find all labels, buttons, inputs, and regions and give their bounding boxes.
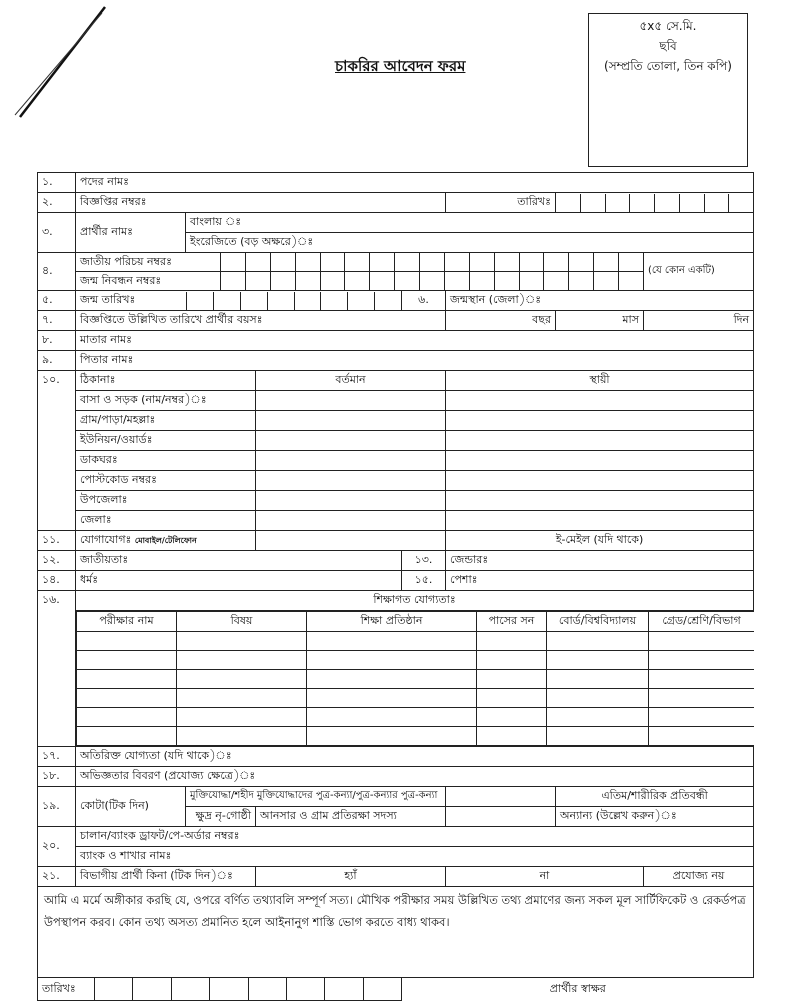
experience-label: অভিজ্ঞতার বিবরণ (প্রযোজ্য ক্ষেত্রে)ঃ [80,769,256,782]
edu-cell[interactable] [177,651,307,670]
age-year-field[interactable] [446,311,556,331]
row-experience [38,767,754,787]
edu-cell[interactable] [177,708,307,727]
edu-col-header: গ্রেড/শ্রেণি/বিভাগ [649,612,754,632]
row-religion [38,571,754,591]
address-field-label: ইউনিয়ন/ওয়ার্ডঃ [76,431,256,451]
row-footer [38,978,754,1001]
edu-cell[interactable] [547,651,649,670]
education-container [76,611,754,747]
birthplace-field[interactable] [446,291,754,311]
birth-date-label: জন্ম তারিখঃ [80,293,136,306]
row-number: ১৪. [38,571,76,591]
row-nationality [38,551,754,571]
present-address-input[interactable] [256,451,446,471]
education-label: শিক্ষাগত যোগ্যতাঃ [76,591,754,611]
edu-cell[interactable] [307,632,477,651]
name-english-field[interactable] [186,233,754,253]
edu-cell[interactable] [77,708,177,727]
edu-cell[interactable] [307,708,477,727]
pen-stroke-mark [10,5,110,120]
departmental-no[interactable]: না [446,867,644,887]
email-field[interactable] [446,531,754,551]
mother-name-label: মাতার নামঃ [80,333,133,346]
edu-col-header: বোর্ড/বিশ্ববিদ্যালয় [547,612,649,632]
present-address-input[interactable] [256,491,446,511]
quota-ansar-tick[interactable] [446,807,556,827]
address-field-label: বাসা ও সড়ক (নাম/নম্বর)ঃ [76,391,256,411]
row-declaration [38,887,754,978]
quota-orphan[interactable]: এতিম/শারীরিক প্রতিবন্ধী [556,787,754,807]
post-name-label: পদের নামঃ [80,175,129,188]
edu-col-header: পাসের সন [477,612,547,632]
edu-col-header: বিষয় [177,612,307,632]
edu-cell[interactable] [547,632,649,651]
address-field-label: ডাকঘরঃ [76,451,256,471]
email-label: ই-মেইল (যদি থাকে) [555,533,644,546]
edu-cell[interactable] [307,670,477,689]
address-row [38,451,754,471]
row-address-header [38,371,754,391]
row-quota-1 [38,787,754,807]
row-education-title [38,591,754,611]
row-name-bangla [38,213,754,233]
row-departmental [38,867,754,887]
permanent-address-input[interactable] [446,391,754,411]
gender-field[interactable] [446,551,754,571]
mother-name-field[interactable] [76,331,754,351]
father-name-label: পিতার নামঃ [80,353,134,366]
address-field-label: গ্রাম/পাড়া/মহল্লাঃ [76,411,256,431]
application-form-table [37,172,754,1001]
nationality-field[interactable] [76,551,402,571]
signature-field[interactable] [402,978,754,1001]
occupation-field[interactable] [446,571,754,591]
row-nid [38,253,754,272]
photo-box[interactable] [588,13,748,167]
age-label: বিজ্ঞপ্তিতে উল্লিখিত তারিখে প্রার্থীর বয়সঃ [76,311,446,331]
departmental-label: বিভাগীয় প্রার্থী কিনা (টিক দিন)ঃ [76,867,256,887]
education-row [77,632,754,651]
row-contact [38,531,754,551]
quota-freedom-fighter[interactable]: মুক্তিযোদ্ধা/শহীদ মুক্তিযোদ্ধাদের পুত্র-কন্যা/পুত্র-কন্যার পুত্র-কন্যা [186,787,446,807]
contact-label-cell [76,531,256,551]
edu-cell[interactable] [547,708,649,727]
quota-ansar[interactable]: আনসার ও গ্রাম প্রতিরক্ষা সদস্য [256,807,446,827]
row-circular [38,193,754,213]
row-number: ১২. [38,551,76,571]
row-number: ৬. [402,291,446,311]
circular-number-label: বিজ্ঞপ্তির নম্বরঃ [80,195,147,208]
footer-date-field[interactable] [38,978,402,1001]
departmental-na[interactable]: প্রযোজ্য নয় [644,867,754,887]
education-row [77,708,754,727]
row-number: ১৮. [38,767,76,787]
present-address-input[interactable] [256,411,446,431]
age-year-label: বছর [532,313,551,326]
circular-number-field[interactable] [76,193,446,213]
address-row [38,471,754,491]
edu-cell[interactable] [307,727,477,746]
row-age [38,311,754,331]
edu-cell[interactable] [307,689,477,708]
row-number: ৭. [38,311,76,331]
edu-cell[interactable] [477,670,547,689]
edu-cell[interactable] [307,651,477,670]
row-number: ৩. [38,213,76,253]
edu-cell[interactable] [177,632,307,651]
row-number: ৪. [38,253,76,291]
edu-col-header: পরীক্ষার নাম [77,612,177,632]
row-father [38,351,754,371]
address-field-label: পোস্টকোড নম্বরঃ [76,471,256,491]
permanent-address-input[interactable] [446,491,754,511]
address-row [38,411,754,431]
row-number: ১৯. [38,787,76,827]
permanent-address-header: স্থায়ী [446,371,754,391]
education-table [76,611,754,746]
present-address-input[interactable] [256,431,446,451]
edu-cell[interactable] [77,670,177,689]
edu-cell[interactable] [649,689,754,708]
photo-size: ৫x৫ সে.মি. [639,19,697,33]
bank-field[interactable] [76,847,754,867]
challan-field[interactable] [76,827,754,847]
education-row [77,727,754,746]
birth-reg-field[interactable] [76,272,644,291]
photo-note: (সম্প্রতি তোলা, তিন কপি) [604,59,732,74]
row-birth-date [38,291,754,311]
post-name-field[interactable] [76,173,754,193]
address-field-label: উপজেলাঃ [76,491,256,511]
gender-label: জেন্ডারঃ [450,553,489,566]
edu-cell[interactable] [77,651,177,670]
row-post-name [38,173,754,193]
father-name-field[interactable] [76,351,754,371]
edu-cell[interactable] [477,727,547,746]
edu-cell[interactable] [77,689,177,708]
address-field-label: জেলাঃ [76,511,256,531]
footer-date-label: তারিখঃ [42,981,76,995]
birth-reg-label: জন্ম নিবন্ধন নম্বরঃ [80,273,162,287]
row-number: ৫. [38,291,76,311]
extra-qualification-field[interactable] [76,747,754,767]
phone-field[interactable] [256,531,446,551]
applicant-name-label: প্রার্থীর নামঃ [76,213,186,253]
circular-date-field[interactable] [556,193,754,213]
edu-cell[interactable] [547,727,649,746]
challan-label: চালান/ব্যাংক ড্রাফট/পে-অর্ডার নম্বরঃ [80,829,240,842]
row-number: ১৭. [38,747,76,767]
nid-note: (যে কোন একটি) [644,253,754,291]
edu-cell[interactable] [649,708,754,727]
edu-cell[interactable] [177,689,307,708]
bank-label: ব্যাংক ও শাখার নামঃ [80,849,172,862]
address-row [38,431,754,451]
row-extra-qualification [38,747,754,767]
address-row [38,391,754,411]
name-english-label: ইংরেজিতে (বড় অক্ষরে)ঃ [190,235,314,248]
permanent-address-input[interactable] [446,451,754,471]
edu-cell[interactable] [177,670,307,689]
quota-label: কোটা(টিক দিন) [76,787,186,827]
signature-label: প্রার্থীর স্বাক্ষর [549,981,606,995]
quota-ethnic[interactable]: ক্ষুদ্র নৃ-গোষ্ঠী [186,807,256,827]
name-bangla-label: বাংলায় ঃ [190,215,242,228]
education-row [77,689,754,708]
row-number: ১৬. [38,591,76,747]
present-address-header: বর্তমান [256,371,446,391]
row-number: ২০. [38,827,76,867]
quota-freedom-tick[interactable] [446,787,556,807]
edu-cell[interactable] [177,727,307,746]
edu-cell[interactable] [547,689,649,708]
religion-label: ধর্মঃ [80,573,99,586]
extra-qualification-label: অতিরিক্ত যোগ্যতা (যদি থাকে)ঃ [80,749,232,762]
edu-cell[interactable] [649,632,754,651]
occupation-label: পেশাঃ [450,573,478,586]
phone-label: মোবাইল/টেলিফোন [134,536,197,545]
edu-cell[interactable] [477,689,547,708]
circular-date-label: তারিখঃ [446,193,556,213]
edu-cell[interactable] [77,632,177,651]
row-number: ১০. [38,371,76,531]
religion-field[interactable] [76,571,402,591]
education-row [77,670,754,689]
nid-field[interactable] [76,253,644,272]
present-address-input[interactable] [256,391,446,411]
nid-label: জাতীয় পরিচয় নম্বরঃ [80,254,172,268]
edu-cell[interactable] [547,670,649,689]
permanent-address-input[interactable] [446,411,754,431]
edu-cell[interactable] [649,670,754,689]
row-number: ১৩. [402,551,446,571]
row-number: ২১. [38,867,76,887]
address-row [38,491,754,511]
row-number: ১৫. [402,571,446,591]
quota-other[interactable]: অন্যান্য (উল্লেখ করুন)ঃ [556,807,754,827]
contact-label: যোগাযোগঃ [80,533,132,546]
edu-cell[interactable] [477,708,547,727]
declaration-text: আমি এ মর্মে অঙ্গীকার করছি যে, ওপরে বর্ণিত তথ্যাবলি সম্পূর্ণ সত্য। মৌখিক পরীক্ষার সময় উল্লিখিত তথ্য প্রমাণের জন্য সকল মূল সার্টিফিকেট ও রেকর্ডপত্র উপস্থাপন করব। কোন তথ্য অসত্য প্রমানিত হলে আইনানুগ শাস্তি ভোগ করতে বাধ্য থাকব। [38,887,754,978]
row-bank [38,847,754,867]
age-month-label: মাস [622,313,639,326]
birthplace-label: জন্মস্থান (জেলা)ঃ [450,293,542,306]
age-day-label: দিন [733,313,750,326]
edu-cell[interactable] [649,727,754,746]
photo-label: ছবি [659,39,677,54]
address-row [38,511,754,531]
age-month-field[interactable] [556,311,644,331]
edu-cell[interactable] [477,651,547,670]
age-day-field[interactable] [644,311,754,331]
edu-cell[interactable] [649,651,754,670]
form-title: চাকরির আবেদন ফরম [335,57,466,75]
education-row [77,651,754,670]
row-number: ৮. [38,331,76,351]
edu-col-header: শিক্ষা প্রতিষ্ঠান [307,612,477,632]
row-number: ১১. [38,531,76,551]
permanent-address-input[interactable] [446,471,754,491]
departmental-yes[interactable]: হ্যাঁ [256,867,446,887]
permanent-address-input[interactable] [446,431,754,451]
address-label: ঠিকানাঃ [76,371,256,391]
present-address-input[interactable] [256,471,446,491]
row-number: ৯. [38,351,76,371]
row-education-table [38,611,754,747]
row-challan [38,827,754,847]
row-number: ২. [38,193,76,213]
permanent-address-input[interactable] [446,511,754,531]
nationality-label: জাতীয়তাঃ [80,553,129,566]
birth-date-field[interactable] [76,291,402,311]
edu-cell[interactable] [477,632,547,651]
edu-cell[interactable] [77,727,177,746]
experience-field[interactable] [76,767,754,787]
name-bangla-field[interactable] [186,213,754,233]
education-header-row [77,612,754,632]
present-address-input[interactable] [256,511,446,531]
row-mother [38,331,754,351]
row-number: ১. [38,173,76,193]
